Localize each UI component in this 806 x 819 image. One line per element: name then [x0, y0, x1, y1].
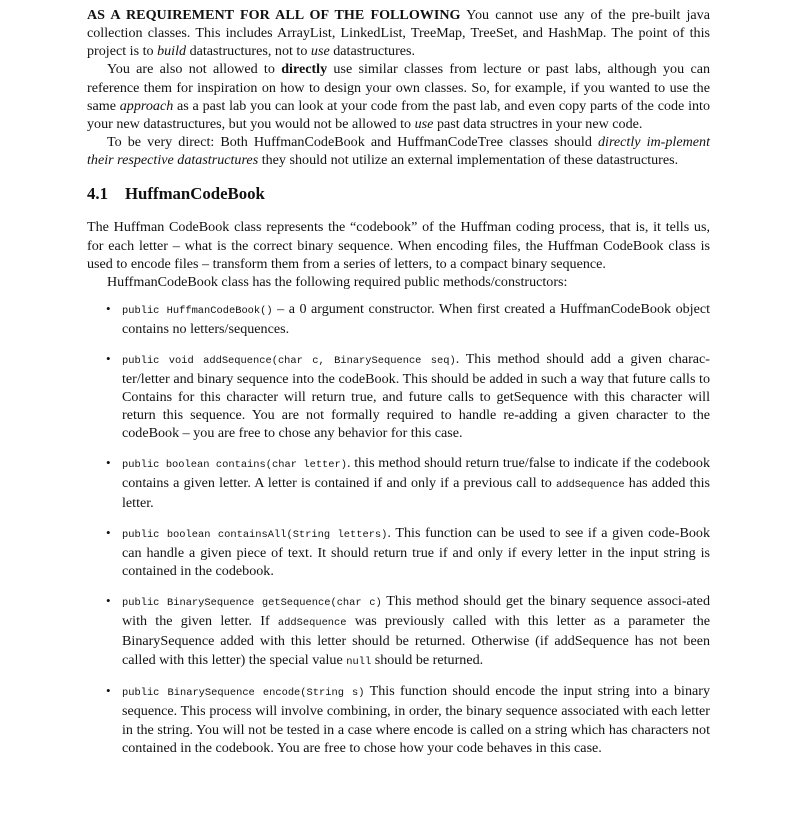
requirement-paragraph: [87, 6, 710, 60]
method-signature: public boolean contains(char letter): [122, 459, 347, 472]
bullet-icon: •: [106, 301, 111, 317]
method-description: . This function can be used to see if a given code-Book can handle a given piece of text. It should return true if and only if every letter in the input string is contained in the codebook.: [122, 525, 711, 580]
list-item: [87, 300, 710, 338]
paragraph-text: as a past lab you can look at your code from the past lab, and even copy parts of the code into your new datastructures, but you would not be allowed to: [87, 97, 711, 132]
bullet-icon: •: [106, 350, 111, 366]
list-item: [87, 592, 710, 671]
method-signature: public void addSequence(char c, BinarySequence seq): [122, 354, 456, 367]
emphasis-use: use: [414, 115, 434, 132]
inline-code: addSequence: [277, 617, 347, 630]
bullet-icon: •: [106, 593, 111, 609]
method-description: has added this letter.: [122, 475, 710, 512]
directly-paragraph: [87, 60, 710, 133]
method-description: . This method should add a given charac-ter/letter and binary sequence into the codeBook. This should be added in such a way that future calls to Contains for this character will return true, and future calls to getSequence with this character will return this sequence. You are not formally required to handle re-adding a given character to the codeBook – you are free to chose any behavior for this case.: [122, 350, 710, 442]
method-signature: public BinarySequence encode(String s): [122, 687, 365, 700]
list-item: [87, 682, 710, 757]
requirement-text: You cannot use any of the pre-built java collection classes. This includes ArrayList, LinkedList, TreeMap, TreeSet, and HashMap. The point of this project is to: [87, 7, 710, 60]
emphasis-implement: directly im-plement their respective datastructures: [87, 134, 710, 169]
bullet-icon: •: [106, 683, 111, 699]
direct-paragraph: [87, 133, 710, 169]
method-description: This function should encode the input string into a binary sequence. This process will involve combining, in order, the binary sequence associated with each letter in the string. You will not be tested in a case where encode is called on a string which has characters not contained in the codebook. You are free to chose how your code behaves in this case.: [122, 683, 710, 756]
method-description: . this method should return true/false to indicate if the codebook contains a given letter. A letter is contained if and only if a previous call to: [122, 455, 710, 492]
requirement-heading: AS A REQUIREMENT FOR ALL OF THE FOLLOWING: [87, 7, 461, 23]
list-item: [87, 350, 710, 443]
paragraph-text: they should not utilize an external implementation of these datastructures.: [258, 152, 679, 169]
method-description: – a 0 argument constructor. When first created a HuffmanCodeBook object contains no letters/sequences.: [122, 301, 711, 338]
method-description: This method should get the binary sequence associ-ated with the given letter. If: [122, 593, 710, 630]
emphasis-approach: approach: [119, 97, 174, 114]
bullet-icon: •: [106, 525, 111, 541]
method-signature: public boolean containsAll(String letters): [122, 529, 388, 542]
method-signature: public BinarySequence getSequence(char c): [122, 597, 382, 610]
emphasis-directly: directly: [281, 61, 328, 78]
section-title: HuffmanCodeBook: [125, 184, 265, 204]
section-intro-paragraph: The Huffman CodeBook class represents the “codebook” of the Huffman coding process, that is, it tells us, for each letter – what is the correct binary sequence. When encoding files, the Huffman CodeBook class is used to encode files – transform them from a series of letters, to a compact binary sequence.: [87, 219, 710, 272]
list-item: [87, 454, 710, 512]
paragraph-text: past data structres in your new code.: [433, 115, 643, 132]
requirement-text: datastructures, not to: [186, 43, 311, 60]
list-item: [87, 524, 710, 580]
emphasis-build: build: [157, 43, 187, 60]
paragraph-text: You are also not allowed to: [107, 61, 282, 78]
inline-code-null: null: [346, 655, 372, 668]
requirement-text: datastructures.: [329, 43, 416, 60]
method-description: was previously called with this letter as a parameter the BinarySequence added with this letter should be returned. Otherwise (if addSequence has not been called with this letter) the special value: [122, 613, 710, 668]
methods-intro-paragraph: HuffmanCodeBook class has the following required public methods/constructors:: [107, 273, 568, 290]
bullet-icon: •: [106, 455, 111, 471]
method-signature: public HuffmanCodeBook(): [122, 305, 273, 318]
paragraph-text: To be very direct: Both HuffmanCodeBook and HuffmanCodeTree classes should: [107, 134, 598, 151]
section-number: 4.1: [87, 184, 108, 204]
section-heading: [87, 183, 710, 205]
inline-code: addSequence: [555, 479, 625, 492]
method-list: [87, 300, 710, 757]
method-description: should be returned.: [371, 651, 484, 668]
emphasis-use: use: [310, 43, 330, 60]
paragraph-text: use similar classes from lecture or past labs, although you can reference them for inspiration on how to design your own classes. So, for example, if you wanted to use the same: [87, 61, 710, 114]
text-column: [87, 6, 710, 757]
